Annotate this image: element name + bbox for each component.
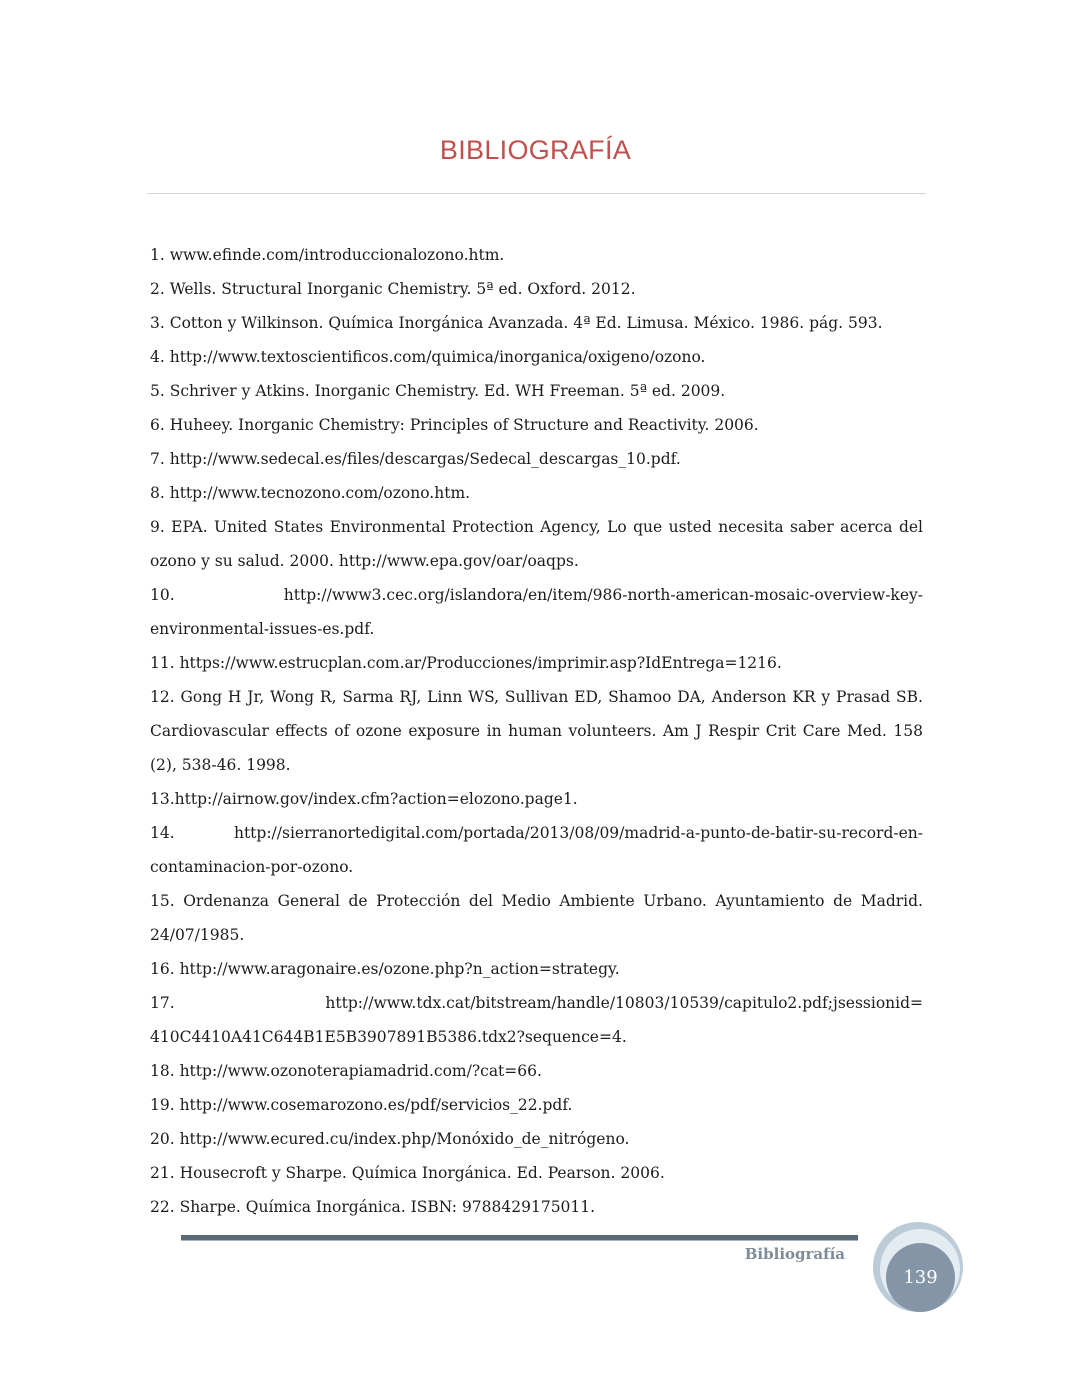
reference-item[interactable]: 9. EPA. United States Environmental Protection Agency, Lo que usted necesita saber acerca del ozono y su salud. 2000. http://www.epa.gov/oar/oaqps. — [150, 518, 923, 570]
reference-item[interactable]: 1. www.efinde.com/introduccionalozono.htm. — [150, 246, 505, 264]
reference-item[interactable]: 8. http://www.tecnozono.com/ozono.htm. — [150, 484, 471, 502]
reference-item[interactable]: 10. http://www3.cec.org/islandora/en/item/986-north-american-mosaic-overview-key-environmental-issues-es.pdf. — [150, 586, 923, 638]
reference-item[interactable]: 18. http://www.ozonoterapiamadrid.com/?cat=66. — [150, 1062, 542, 1080]
footer-section-label: Bibliografía — [744, 1245, 845, 1263]
reference-item[interactable]: 13.http://airnow.gov/index.cfm?action=elozono.page1. — [150, 790, 578, 808]
title-divider — [147, 193, 926, 194]
reference-item[interactable]: 17. http://www.tdx.cat/bitstream/handle/10803/10539/capitulo2.pdf;jsessionid= 410C4410A41C644B1E5B3907891B5386.tdx2?sequence=4. — [150, 994, 923, 1046]
page-number: 139 — [886, 1243, 955, 1312]
reference-item: 5. Schriver y Atkins. Inorganic Chemistry. Ed. WH Freeman. 5ª ed. 2009. — [150, 382, 726, 400]
reference-item[interactable]: 4. http://www.textoscientificos.com/quimica/inorganica/oxigeno/ozono. — [150, 348, 706, 366]
reference-item[interactable]: 19. http://www.cosemarozono.es/pdf/servicios_22.pdf. — [150, 1096, 573, 1114]
reference-item: 21. Housecroft y Sharpe. Química Inorgánica. Ed. Pearson. 2006. — [150, 1164, 665, 1182]
reference-list — [150, 238, 923, 1224]
footer-divider — [181, 1235, 858, 1241]
reference-item: 15. Ordenanza General de Protección del Medio Ambiente Urbano. Ayuntamiento de Madrid. 24/07/1985. — [150, 892, 923, 944]
reference-item[interactable]: 16. http://www.aragonaire.es/ozone.php?n_action=strategy. — [150, 960, 620, 978]
reference-item[interactable]: 14. http://sierranortedigital.com/portada/2013/08/09/madrid-a-punto-de-batir-su-record-en-contaminacion-por-ozono. — [150, 824, 923, 876]
reference-item: 2. Wells. Structural Inorganic Chemistry. 5ª ed. Oxford. 2012. — [150, 280, 636, 298]
reference-item: 6. Huheey. Inorganic Chemistry: Principles of Structure and Reactivity. 2006. — [150, 416, 759, 434]
page-title: BIBLIOGRAFÍA — [439, 135, 632, 165]
reference-item: 22. Sharpe. Química Inorgánica. ISBN: 9788429175011. — [150, 1198, 596, 1216]
reference-item[interactable]: 7. http://www.sedecal.es/files/descargas/Sedecal_descargas_10.pdf. — [150, 450, 681, 468]
reference-item[interactable]: 20. http://www.ecured.cu/index.php/Monóxido_de_nitrógeno. — [150, 1130, 630, 1148]
reference-item[interactable]: 11. https://www.estrucplan.com.ar/Producciones/imprimir.asp?IdEntrega=1216. — [150, 654, 782, 672]
reference-item: 12. Gong H Jr, Wong R, Sarma RJ, Linn WS, Sullivan ED, Shamoo DA, Anderson KR y Prasad SB. Cardiovascular effects of ozone exposure in human volunteers. Am J Respir Crit Care Med. 158 (2), 538-46. 1998. — [150, 688, 923, 774]
reference-item: 3. Cotton y Wilkinson. Química Inorgánica Avanzada. 4ª Ed. Limusa. México. 1986. pág. 593. — [150, 314, 883, 332]
